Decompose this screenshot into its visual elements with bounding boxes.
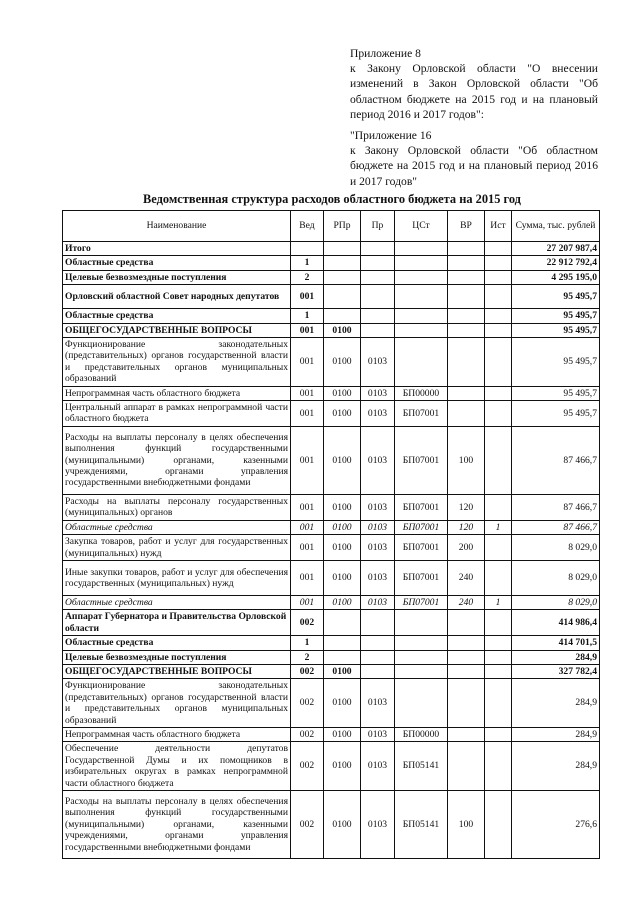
cell-ved: 001 [291,520,324,534]
cell-ved: 001 [291,386,324,400]
cell-ist [485,791,512,859]
cell-vr [448,401,485,427]
cell-sum: 4 295 195,0 [512,270,600,284]
cell-sum: 87 466,7 [512,494,600,520]
cell-sum: 284,9 [512,727,600,741]
table-row [63,401,600,427]
cell-sum: 8 029,0 [512,595,600,609]
cell-rpr [324,242,361,256]
cell-ved: 001 [291,560,324,595]
cell-name: Центральный аппарат в рамках непрограммной части областного бюджета [63,401,291,427]
annex-line: "Приложение 16 [350,129,432,143]
cell-sum: 276,6 [512,791,600,859]
table-row [63,285,600,309]
cell-pr: 0103 [361,679,395,728]
cell-sum: 22 912 792,4 [512,256,600,270]
cell-ist [485,494,512,520]
cell-rpr [324,636,361,650]
header-pr: Пр [361,211,395,242]
cell-name: Расходы на выплаты персоналу в целях обеспечения выполнения функций государственными (муниципальными) органами, казенными учреждениями, органами управления государственными внебюджетными фондами [63,791,291,859]
cell-vr [448,270,485,284]
cell-name: Итого [63,242,291,256]
cell-ved: 2 [291,270,324,284]
cell-rpr [324,256,361,270]
table-row [63,386,600,400]
cell-ved: 001 [291,595,324,609]
cell-name: Функционирование законодательных (представительных) органов государственной власти и представительных органов муниципальных образований [63,679,291,728]
table-body [63,242,600,859]
cell-rpr: 0100 [324,386,361,400]
cell-rpr [324,270,361,284]
annex-line: к Закону Орловской области "О внесении изменений в Закон Орловской области "Об областном бюджете на 2015 год и на плановый период 2016 и 2017 годов": [350,62,598,121]
cell-name: Областные средства [63,595,291,609]
cell-sum: 95 495,7 [512,309,600,323]
table-row [63,595,600,609]
cell-rpr: 0100 [324,520,361,534]
cell-ved: 002 [291,727,324,741]
cell-ist: 1 [485,520,512,534]
cell-cst [395,309,448,323]
cell-ist [485,401,512,427]
cell-ved: 1 [291,636,324,650]
annex-line: к Закону Орловской области "Об областном бюджете на 2015 год и на плановый период 2016 и 2017 годов" [350,144,598,188]
cell-name: Расходы на выплаты персоналу в целях обеспечения выполнения функций государственными (муниципальными) органами, казенными учреждениями, органами управления государственными внебюджетными фондами [63,426,291,494]
cell-cst [395,636,448,650]
cell-vr: 200 [448,535,485,561]
cell-ist [485,323,512,337]
cell-ist [485,636,512,650]
cell-rpr [324,285,361,309]
cell-pr [361,610,395,636]
cell-ved: 001 [291,338,324,387]
cell-pr [361,664,395,678]
cell-sum: 95 495,7 [512,338,600,387]
cell-rpr: 0100 [324,426,361,494]
cell-pr: 0103 [361,560,395,595]
cell-name: Областные средства [63,256,291,270]
header-ist: Ист [485,211,512,242]
cell-pr [361,242,395,256]
cell-rpr [324,610,361,636]
table-row [63,650,600,664]
cell-sum: 284,9 [512,679,600,728]
cell-pr: 0103 [361,494,395,520]
cell-vr: 120 [448,494,485,520]
cell-name: Обеспечение деятельности депутатов Государственной Думы и их помощников в избирательных округах в рамках непрограммной части областного бюджета [63,742,291,791]
table-row [63,664,600,678]
cell-rpr: 0100 [324,595,361,609]
cell-ved: 002 [291,791,324,859]
cell-vr [448,664,485,678]
cell-name: Областные средства [63,309,291,323]
cell-sum: 327 782,4 [512,664,600,678]
document-title: Ведомственная структура расходов областного бюджета на 2015 год [143,192,521,206]
cell-vr: 240 [448,595,485,609]
table-row [63,309,600,323]
table-row [63,535,600,561]
cell-cst [395,679,448,728]
cell-ist [485,338,512,387]
cell-ist [485,727,512,741]
header-name: Наименование [63,211,291,242]
cell-pr: 0103 [361,791,395,859]
table-row [63,791,600,859]
table-row [63,242,600,256]
cell-sum: 87 466,7 [512,426,600,494]
cell-ved: 001 [291,401,324,427]
cell-name: Областные средства [63,636,291,650]
cell-rpr: 0100 [324,727,361,741]
cell-ist [485,386,512,400]
cell-vr [448,679,485,728]
table-row [63,610,600,636]
cell-vr [448,285,485,309]
cell-sum: 95 495,7 [512,401,600,427]
cell-cst: БП07001 [395,520,448,534]
cell-name: Функционирование законодательных (представительных) органов государственной власти и представительных органов муниципальных образований [63,338,291,387]
cell-rpr [324,650,361,664]
cell-pr: 0103 [361,426,395,494]
annex-header [350,46,598,189]
cell-ist [485,679,512,728]
cell-vr [448,323,485,337]
cell-ist [485,742,512,791]
cell-sum: 284,9 [512,650,600,664]
table-row [63,494,600,520]
cell-vr: 100 [448,426,485,494]
cell-pr: 0103 [361,401,395,427]
cell-ist [485,664,512,678]
cell-cst [395,270,448,284]
cell-ist [485,426,512,494]
cell-sum: 95 495,7 [512,285,600,309]
cell-name: Целевые безвозмездные поступления [63,650,291,664]
cell-vr [448,338,485,387]
header-sum: Сумма, тыс. рублей [512,211,600,242]
table-row [63,727,600,741]
cell-ved: 001 [291,426,324,494]
table-header-row [63,211,600,242]
cell-rpr: 0100 [324,535,361,561]
cell-ist [485,309,512,323]
cell-ved: 001 [291,285,324,309]
cell-ist [485,270,512,284]
cell-sum: 95 495,7 [512,386,600,400]
cell-sum: 414 701,5 [512,636,600,650]
cell-vr: 120 [448,520,485,534]
table-row [63,323,600,337]
cell-vr [448,309,485,323]
cell-pr: 0103 [361,595,395,609]
cell-ved: 002 [291,664,324,678]
cell-vr [448,256,485,270]
cell-cst: БП05141 [395,791,448,859]
table-row [63,742,600,791]
cell-sum: 8 029,0 [512,535,600,561]
cell-sum: 27 207 987,4 [512,242,600,256]
cell-ist: 1 [485,595,512,609]
cell-ist [485,610,512,636]
cell-cst: БП07001 [395,401,448,427]
cell-cst: БП07001 [395,426,448,494]
cell-cst: БП07001 [395,560,448,595]
cell-ved: 002 [291,679,324,728]
cell-ved: 1 [291,256,324,270]
cell-name: Иные закупки товаров, работ и услуг для обеспечения государственных (муниципальных) нужд [63,560,291,595]
cell-sum: 95 495,7 [512,323,600,337]
cell-ved: 1 [291,309,324,323]
cell-name: Непрограммная часть областного бюджета [63,727,291,741]
cell-sum: 414 986,4 [512,610,600,636]
cell-ved: 001 [291,494,324,520]
cell-cst: БП07001 [395,494,448,520]
cell-vr: 100 [448,791,485,859]
cell-cst [395,610,448,636]
cell-pr [361,270,395,284]
cell-ist [485,560,512,595]
cell-cst [395,650,448,664]
cell-ist [485,285,512,309]
cell-name: Непрограммная часть областного бюджета [63,386,291,400]
cell-pr: 0103 [361,520,395,534]
cell-rpr: 0100 [324,338,361,387]
cell-vr [448,650,485,664]
cell-pr [361,285,395,309]
cell-rpr: 0100 [324,560,361,595]
cell-vr [448,386,485,400]
cell-ved [291,242,324,256]
cell-rpr: 0100 [324,494,361,520]
cell-cst [395,323,448,337]
cell-name: Аппарат Губернатора и Правительства Орловской области [63,610,291,636]
cell-pr: 0103 [361,386,395,400]
table-row [63,679,600,728]
cell-vr [448,742,485,791]
cell-vr [448,636,485,650]
table-row [63,256,600,270]
table-row [63,520,600,534]
table-row [63,270,600,284]
cell-cst [395,242,448,256]
cell-ved: 002 [291,610,324,636]
cell-pr [361,323,395,337]
annex-line: Приложение 8 [350,47,421,60]
cell-ist [485,650,512,664]
cell-cst: БП05141 [395,742,448,791]
table-row [63,426,600,494]
cell-name: ОБЩЕГОСУДАРСТВЕННЫЕ ВОПРОСЫ [63,323,291,337]
cell-pr [361,636,395,650]
table-row [63,560,600,595]
cell-rpr: 0100 [324,742,361,791]
cell-pr [361,650,395,664]
header-ved: Вед [291,211,324,242]
cell-pr: 0103 [361,535,395,561]
header-rpr: РПр [324,211,361,242]
cell-cst [395,256,448,270]
cell-rpr: 0100 [324,791,361,859]
cell-cst: БП07001 [395,595,448,609]
cell-vr: 240 [448,560,485,595]
cell-cst: БП07001 [395,535,448,561]
cell-cst: БП00000 [395,727,448,741]
cell-pr: 0103 [361,742,395,791]
cell-pr: 0103 [361,727,395,741]
cell-ved: 2 [291,650,324,664]
cell-rpr: 0100 [324,679,361,728]
budget-table [62,210,600,859]
table-row [63,636,600,650]
cell-name: Закупка товаров, работ и услуг для государственных (муниципальных) нужд [63,535,291,561]
cell-cst: БП00000 [395,386,448,400]
cell-rpr: 0100 [324,401,361,427]
cell-name: Областные средства [63,520,291,534]
cell-cst [395,285,448,309]
cell-name: Целевые безвозмездные поступления [63,270,291,284]
header-cst: ЦСт [395,211,448,242]
cell-ist [485,256,512,270]
cell-pr: 0103 [361,338,395,387]
cell-rpr: 0100 [324,323,361,337]
cell-vr [448,242,485,256]
cell-pr [361,256,395,270]
cell-ist [485,535,512,561]
cell-name: Расходы на выплаты персоналу государственных (муниципальных) органов [63,494,291,520]
cell-sum: 284,9 [512,742,600,791]
cell-rpr: 0100 [324,664,361,678]
cell-vr [448,610,485,636]
cell-sum: 8 029,0 [512,560,600,595]
cell-name: ОБЩЕГОСУДАРСТВЕННЫЕ ВОПРОСЫ [63,664,291,678]
cell-vr [448,727,485,741]
cell-rpr [324,309,361,323]
cell-ved: 001 [291,535,324,561]
cell-name: Орловский областной Совет народных депутатов [63,285,291,309]
cell-ved: 001 [291,323,324,337]
cell-pr [361,309,395,323]
cell-cst [395,664,448,678]
cell-ved: 002 [291,742,324,791]
table-row [63,338,600,387]
cell-ist [485,242,512,256]
cell-cst [395,338,448,387]
cell-sum: 87 466,7 [512,520,600,534]
header-vr: ВР [448,211,485,242]
